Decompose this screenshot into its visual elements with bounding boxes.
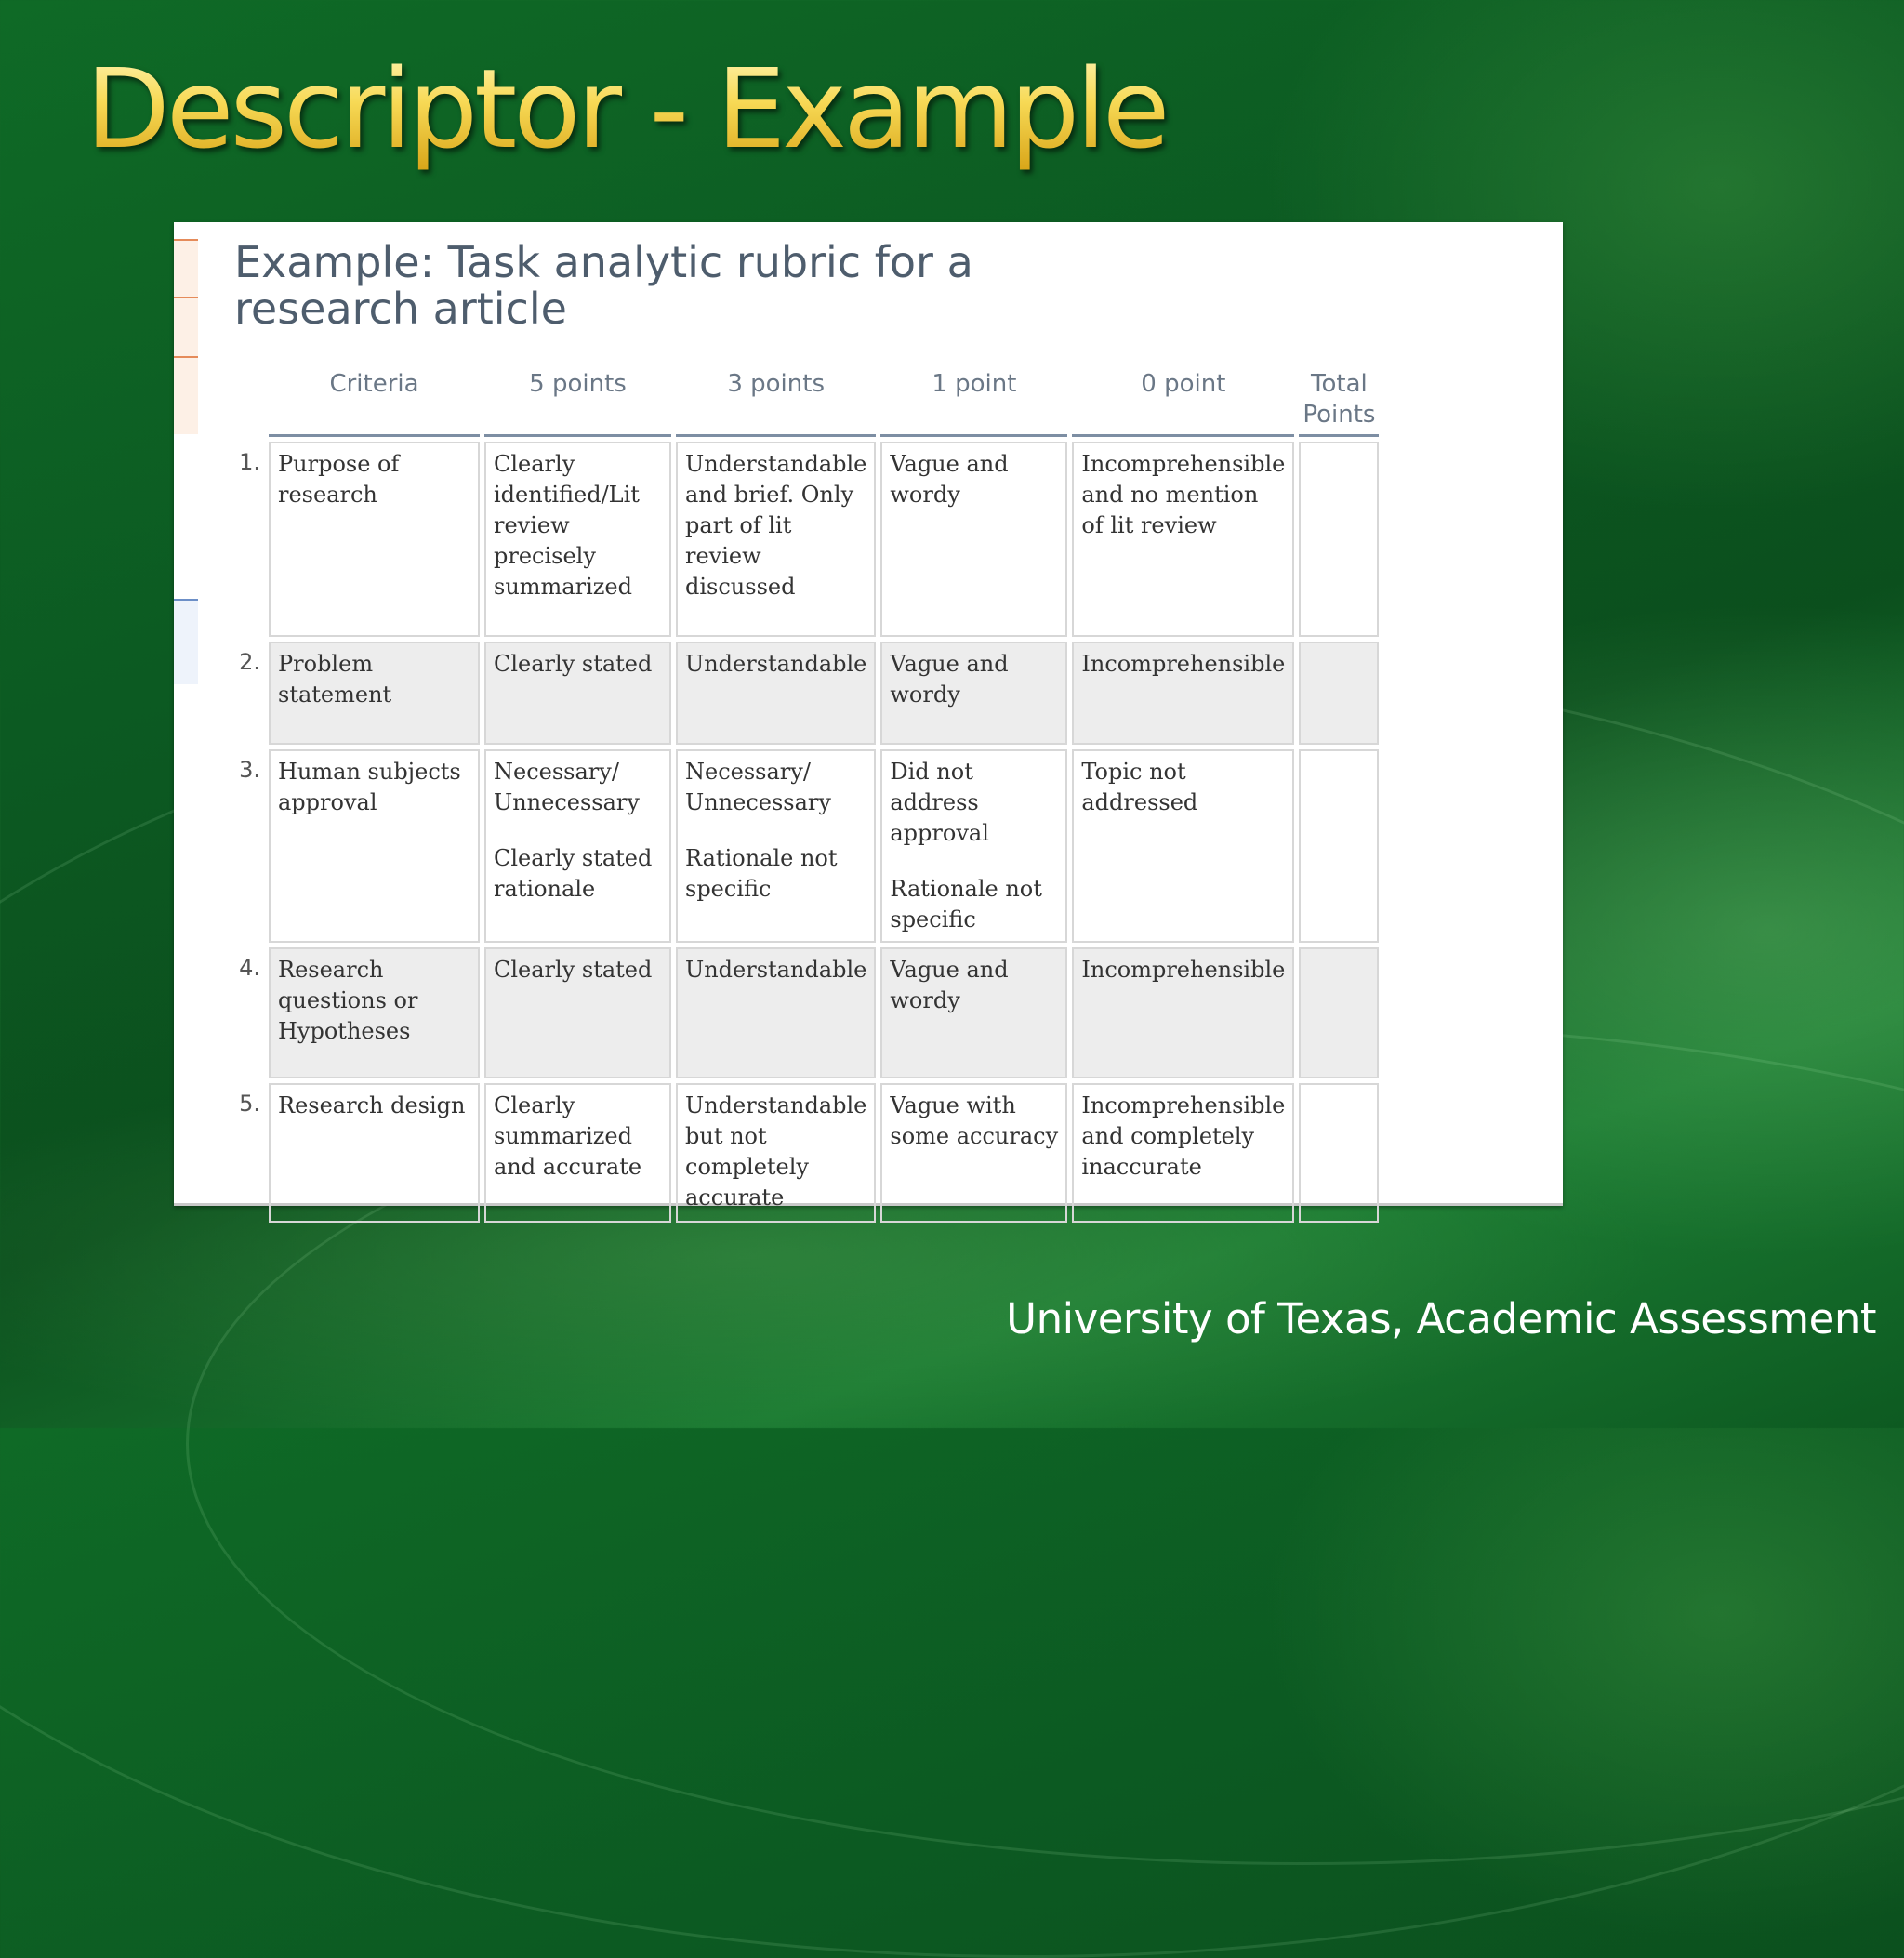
row-number: 2.	[239, 649, 260, 675]
five-points-cell	[484, 749, 671, 943]
zero-point-cell: Incomprehensible	[1072, 947, 1294, 1078]
footer-attribution: University of Texas, Academic Assessment	[1006, 1294, 1876, 1343]
criteria-cell: Research questions or Hypotheses	[269, 947, 480, 1078]
row-number: 1.	[239, 449, 260, 475]
zero-point-cell: Incomprehensible and no mention of lit review	[1072, 442, 1294, 637]
five-points-cell: Clearly stated	[484, 642, 671, 745]
criteria-cell: Research design	[269, 1083, 480, 1223]
three-points-cell: Understandable	[676, 642, 876, 745]
three-points-cell: Understandable and brief. Only part of lit review discussed	[676, 442, 876, 637]
three-points-text: Necessary/ Unnecessary	[685, 759, 831, 815]
one-point-header: 1 point	[880, 362, 1067, 437]
one-point-text: Rationale not specific	[890, 876, 1042, 933]
criteria-cell: Problem statement	[269, 642, 480, 745]
five-points-cell: Clearly identified/Lit review precisely summarized	[484, 442, 671, 637]
one-point-cell: Vague and wordy	[880, 642, 1067, 745]
total-points-header: Total Points	[1299, 362, 1379, 437]
total-points-cell	[1299, 1083, 1379, 1223]
row-number: 3.	[239, 757, 260, 783]
number-column-header	[227, 362, 264, 437]
row-number: 5.	[239, 1091, 260, 1117]
rubric-image-panel	[174, 222, 1563, 1211]
total-points-cell	[1299, 642, 1379, 745]
table-row	[227, 642, 1379, 745]
zero-point-cell: Incomprehensible and completely inaccurate	[1072, 1083, 1294, 1223]
three-points-header: 3 points	[676, 362, 876, 437]
rubric-table	[222, 357, 1383, 1227]
table-row	[227, 1083, 1379, 1223]
one-point-cell: Vague and wordy	[880, 947, 1067, 1078]
three-points-cell: Understandable	[676, 947, 876, 1078]
three-points-text: Rationale not specific	[685, 845, 838, 902]
zero-point-cell: Topic not addressed	[1072, 749, 1294, 943]
criteria-cell: Human subjects approval	[269, 749, 480, 943]
one-point-text: Did not address approval	[890, 759, 989, 846]
one-point-cell: Vague and wordy	[880, 442, 1067, 637]
five-points-text: Clearly stated rationale	[494, 845, 653, 902]
table-row	[227, 749, 1379, 943]
criteria-header: Criteria	[269, 362, 480, 437]
five-points-text: Necessary/ Unnecessary	[494, 759, 640, 815]
one-point-cell: Vague with some accuracy	[880, 1083, 1067, 1223]
total-points-cell	[1299, 947, 1379, 1078]
five-points-cell: Clearly stated	[484, 947, 671, 1078]
three-points-cell: Understandable but not completely accurate	[676, 1083, 876, 1223]
rubric-header-row	[227, 362, 1379, 437]
five-points-header: 5 points	[484, 362, 671, 437]
total-points-cell	[1299, 442, 1379, 637]
row-number: 4.	[239, 955, 260, 981]
left-edge-decoration	[174, 239, 198, 434]
five-points-cell: Clearly summarized and accurate	[484, 1083, 671, 1223]
one-point-cell	[880, 749, 1067, 943]
criteria-cell: Purpose of research	[269, 442, 480, 637]
table-row	[227, 947, 1379, 1078]
slide-title: Descriptor - Example	[86, 45, 1167, 173]
total-points-cell	[1299, 749, 1379, 943]
table-row	[227, 442, 1379, 637]
three-points-cell	[676, 749, 876, 943]
left-edge-decoration	[174, 599, 198, 684]
zero-point-cell: Incomprehensible	[1072, 642, 1294, 745]
rubric-title: Example: Task analytic rubric for a research article	[234, 237, 973, 334]
zero-point-header: 0 point	[1072, 362, 1294, 437]
